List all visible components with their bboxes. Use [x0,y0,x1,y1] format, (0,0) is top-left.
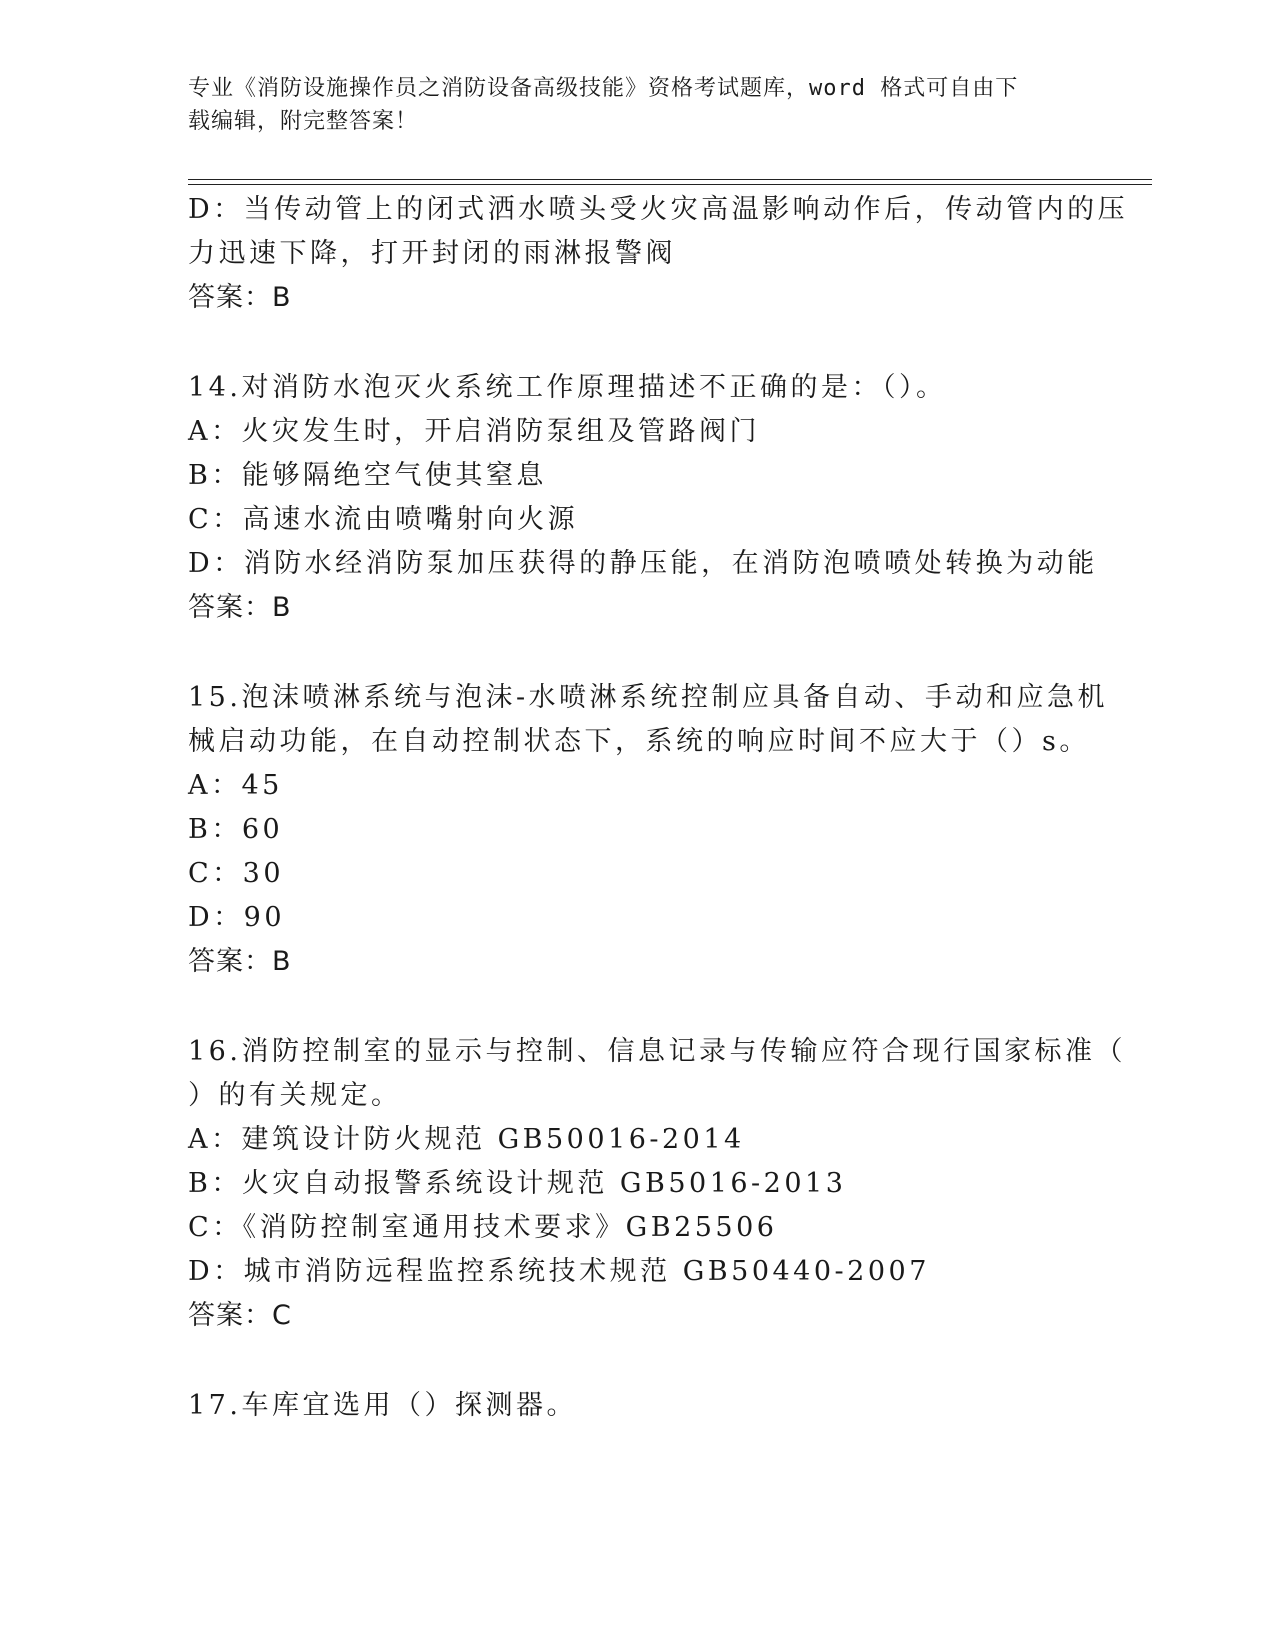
q13-answer: 答案：B [188,282,292,313]
q16-answer: 答案：C [188,1300,292,1331]
q14-option-b: B：能够隔绝空气使其窒息 [188,460,547,491]
q15-option-d: D：90 [188,902,286,933]
q16-option-c: C：《消防控制室通用技术要求》GB25506 [188,1212,778,1243]
q17-stem: 17.车库宜选用（）探测器。 [188,1390,577,1421]
q15-option-a: A：45 [188,770,283,801]
q15-stem-line-2: 械启动功能，在自动控制状态下，系统的响应时间不应大于（）s。 [188,726,1090,757]
q15-option-c: C：30 [188,858,285,889]
q14-option-d: D：消防水经消防泵加压获得的静压能，在消防泡喷喷处转换为动能 [188,548,1098,579]
q14-stem: 14.对消防水泡灭火系统工作原理描述不正确的是：（）。 [188,372,947,403]
q13-option-d-line-2: 力迅速下降，打开封闭的雨淋报警阀 [188,238,676,269]
q16-option-b: B：火灾自动报警系统设计规范 GB5016-2013 [188,1168,847,1199]
header-divider-bottom [188,184,1152,185]
q14-option-c: C：高速水流由喷嘴射向火源 [188,504,579,535]
q16-stem-line-1: 16.消防控制室的显示与控制、信息记录与传输应符合现行国家标准（ [188,1036,1126,1067]
header-line-2: 载编辑，附完整答案！ [188,109,419,134]
q15-answer: 答案：B [188,946,292,977]
q15-option-b: B：60 [188,814,284,845]
q16-option-d: D：城市消防远程监控系统技术规范 GB50440-2007 [188,1256,930,1287]
q16-stem-line-2: ）的有关规定。 [188,1080,402,1111]
q16-option-a: A：建筑设计防火规范 GB50016-2014 [188,1124,745,1155]
header-divider-top [188,179,1152,180]
q15-stem-line-1: 15.泡沫喷淋系统与泡沫-水喷淋系统控制应具备自动、手动和应急机 [188,682,1109,713]
q13-option-d-line-1: D：当传动管上的闭式洒水喷头受火灾高温影响动作后，传动管内的压 [188,194,1129,225]
document-header [188,72,1068,138]
header-line-1: 专业《消防设施操作员之消防设备高级技能》资格考试题库，word 格式可自由下 [188,76,1019,101]
q14-option-a: A：火灾发生时，开启消防泵组及管路阀门 [188,416,760,447]
q14-answer: 答案：B [188,592,292,623]
